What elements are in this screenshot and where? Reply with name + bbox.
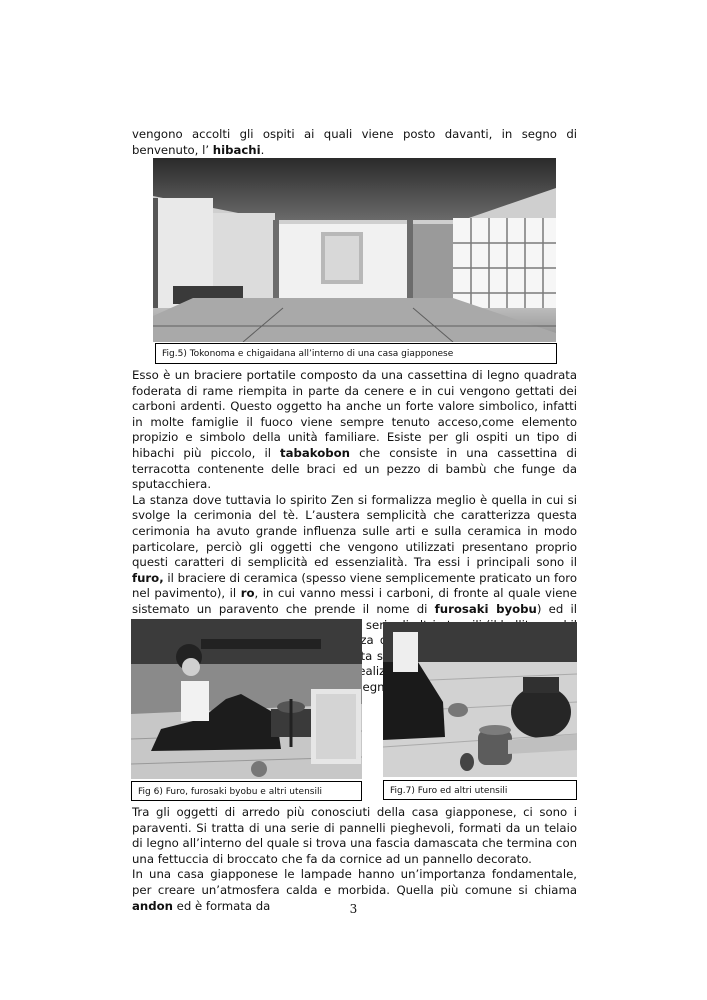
tokonoma-room-image [153,158,556,342]
fig7-caption: Fig.7) Furo ed altri utensili [383,780,577,800]
para3-text-d: ) ed il serie realizzati legni [353,601,577,694]
term-hibachi: hibachi [212,142,261,157]
tea-ceremony-image-2 [383,622,577,777]
para2-text-a: Esso è un braciere portatile composto da una cassettina di legno quadrata foderata di rame riempita in parte da cenere e in cui vengono gettati dei carboni ardenti. Questo oggetto ha anche un forte valore simbolico, infatti in molte famiglie il fuoco viene sempre tenuto acceso,come elemento propizio e simbolo della unità familiare. Esiste per gli ospiti un tipo di hibachi più piccolo, il [132,368,577,460]
term-andon: andon [132,898,173,913]
fig7-photo [383,622,577,777]
para4-text: Tra gli oggetti di arredo più conosciuti della casa giapponese, ci sono i paraventi. Si tratta di una serie di pannelli pieghevoli, formati da un telaio di legno all’interno del quale si trova una fascia damascata che termina con una fettuccia di broccato che fa da cornice ad un pannello decorato. [132,805,577,866]
intro-text: vengono accolti gli ospiti ai quali viene posto davanti, in segno di benvenuto, l’ [132,127,577,157]
fig5-photo [153,158,556,342]
tea-ceremony-image-1 [131,619,362,779]
para2-text-b: che consiste in una cassettina di terracotta contenente delle braci ed un pezzo di bambù che funge da sputacchiera. [132,445,577,492]
para5-text-b: ed è formata da [172,898,271,913]
term-furo: furo, [132,570,164,585]
para3-text-a: La stanza dove tuttavia lo spirito Zen si formalizza meglio è quella in cui si svolge la cerimonia del tè. L’austera semplicità che caratterizza questa cerimonia ha avuto grande influenza sulle arti e sulla ceramica in modo particolare, perciò gli oggetti che vengono utilizzati presentano proprio questi caratteri di semplicità ed essenzialità. Tra essi i principali sono il [132,492,577,570]
para3-text-c: , in cui vanno messi i carboni, di fronte al quale viene sistemato un paravento che prende il nome di [132,586,577,616]
fig6-caption: Fig 6) Furo, furosaki byobu e altri utensili [131,781,362,801]
page-number: 3 [349,902,358,916]
paragraph-intro [132,127,577,158]
term-ro: ro [240,586,255,601]
fig5-caption: Fig.5) Tokonoma e chigaidana all’interno di una casa giapponese [155,343,557,364]
paragraph-body-2 [132,805,577,914]
term-furosaki-byobu: furosaki byobu [434,601,537,616]
intro-end: . [260,142,265,157]
para5-text-a: In una casa giapponese le lampade hanno un’importanza fondamentale, per creare un’atmosfera calda e morbida. Quella più comune si chiama [132,867,577,897]
para3-text-b: il braciere di ceramica (spesso viene semplicemente praticato un foro nel pavimento), il [132,570,577,601]
term-tabakobon: tabakobon [280,445,350,460]
fig6-photo [131,619,362,779]
